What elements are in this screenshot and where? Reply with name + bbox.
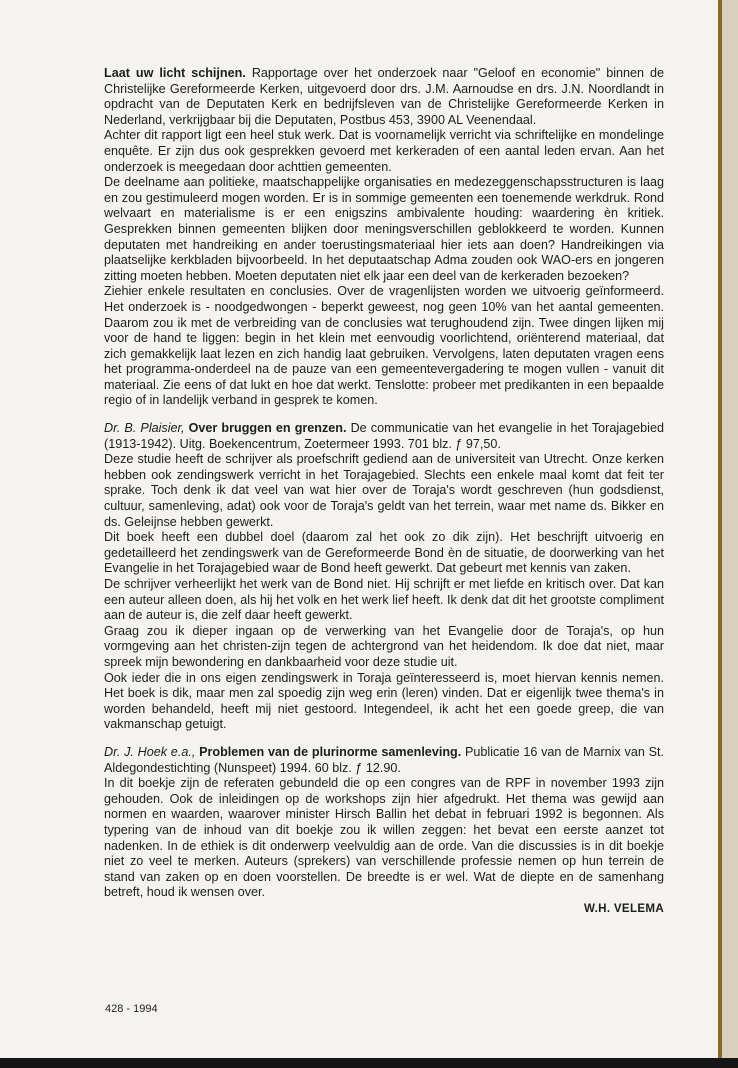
review-paragraph: Deze studie heeft de schrijver als proefschrift gediend aan de universiteit van Utrecht. Onze kerken hebben ook zendingswerk verricht in het Torajagebied. Slechts een enkele maal komt dat feit ter sprake. Toch denk ik dat veel van wat hier over de Toraja's wordt geschreven (hun godsdienst, cultuur, samenleving, adat) ook voor de Toraja's geldt van het terrein, waar met name ds. Bikker en ds. Geleijnse hebben gewerkt.: [104, 452, 664, 529]
review-author: Dr. J. Hoek e.a.,: [104, 744, 196, 759]
review-intro: Rapportage over het onderzoek naar "Geloof en economie" binnen de Christelijke Gereformeerde Kerken, uitgevoerd door drs. J.M. Aarnoudse en drs. J.N. Noordlandt in opdracht van de Deputaten Kerk en bedrijfsleven van de Christelijke Gereformeerde Kerken in Nederland, verkrijgbaar bij die Deputaten, Postbus 453, 3900 AL Veenendaal.: [104, 66, 664, 127]
review-paragraph: Ook ieder die in ons eigen zendingswerk in Toraja geïnteresseerd is, moet hiervan kennis nemen. Het boek is dik, maar men zal spoedig zijn weg erin (leren) vinden. Dat er eigenlijk twee thema's in worden behandeld, heeft mij niet gestoord. Integendeel, ik acht het een goede greep, die van vakmanschap getuigt.: [104, 670, 664, 732]
review-paragraph: Dit boek heeft een dubbel doel (daarom zal het ook zo dik zijn). Het beschrijft uitvoerig en gedetailleerd het zendingswerk van de Gereformeerde Bond èn de situatie, de doorwerking van het Evangelie in het Torajagebied waar de Bond heeft gewerkt. Dat gebeurt met kennis van zaken.: [104, 530, 664, 576]
review-paragraph: Achter dit rapport ligt een heel stuk werk. Dat is voornamelijk verricht via schriftelijke en mondelinge enquête. Er zijn dus ook gesprekken gevoerd met kerkeraden of een aantal leden ervan. Aan het onderzoek is meegedaan door achttien gemeenten.: [104, 128, 664, 174]
review-paragraph: De schrijver verheerlijkt het werk van de Bond niet. Hij schrijft er met liefde en kritisch over. Dat kan een auteur alleen doen, als hij het volk en het werk lief heeft. Ik denk dat dit het grootste compliment aan de auteur is, die zelf daar heeft gewerkt.: [104, 577, 664, 623]
review-intro: De communicatie van het evangelie in het Torajagebied (1913-1942). Uitg. Boekencentrum, Zoetermeer 1993. 701 blz. ƒ 97,50.: [104, 421, 664, 451]
page-content: [104, 66, 664, 916]
review-heading: [104, 66, 664, 128]
review-author: Dr. B. Plaisier,: [104, 421, 185, 436]
review-1: [104, 66, 664, 409]
review-intro: Publicatie 16 van de Marnix van St. Aldegondestichting (Nunspeet) 1994. 60 blz. ƒ 12.90.: [104, 744, 664, 775]
review-heading: [104, 745, 664, 776]
reviewer-signature: W.H. VELEMA: [584, 901, 664, 915]
review-title: Problemen van de plurinorme samenleving.: [199, 744, 462, 759]
review-paragraph: In dit boekje zijn de referaten gebundeld die op een congres van de RPF in november 1993 zijn gehouden. Ook de inleidingen op de workshops zijn hier afgedrukt. Het thema was gewijd aan normen en waarden, waarover minister Hirsch Ballin het debat in februari 1992 is begonnen. Als typering van de inhoud van dit boekje zou ik willen zeggen: het bevat een eerste aanzet tot nadenken. In de ethiek is dit onderwerp veelvuldig aan de orde. Van die discussies is in dit boekje niet zo veel te merken. Auteurs (sprekers) van verschillende professie nemen op hun terrein de stand van zaken op en doen voorstellen. De breedte is er wel. Wat de diepte en de samenhang betreft, houd ik wensen over.: [104, 776, 664, 900]
review-2: [104, 421, 664, 733]
review-paragraph: De deelname aan politieke, maatschappelijke organisaties en medezeggenschapsstructuren is laag en zou gestimuleerd mogen worden. Er is in sommige gemeenten een toenemende werkdruk. Rond welvaart en materialisme is er een enigszins ambivalente houding: waardering èn kritiek. Gesprekken binnen gemeenten blijken door meningsverschillen geblokkeerd te worden. Kunnen deputaten met handreiking en ander toerustingsmateriaal hier iets aan doen? Handreikingen via plaatselijke kerkbladen bijvoorbeeld. In het deputaatschap Adma zouden ook WAO-ers en jongeren zitting moeten hebben. Moeten deputaten niet elk jaar een deel van de kerkeraden bezoeken?: [104, 175, 664, 283]
scan-bottom-edge: [0, 1058, 738, 1068]
review-paragraph: Graag zou ik dieper ingaan op de verwerking van het Evangelie door de Toraja's, op hun vormgeving aan het christen-zijn tegen de achtergrond van het heidendom. Ik doe dat niet, maar spreek mijn bewondering en dankbaarheid voor deze studie uit.: [104, 623, 664, 669]
review-title: Over bruggen en grenzen.: [188, 421, 347, 436]
book-spine-margin: [722, 0, 738, 1058]
page-number: 428 - 1994: [105, 1003, 158, 1015]
review-title: Laat uw licht schijnen.: [104, 66, 246, 80]
review-paragraph: Ziehier enkele resultaten en conclusies. Over de vragenlijsten worden we uitvoerig geïnformeerd. Het onderzoek is - noodgedwongen - beperkt geweest, nog geen 10% van het aantal gemeenten. Daarom zou ik met de verbreiding van de conclusies wat terughoudend zijn. Twee dingen lijken mij voor de hand te liggen: begin in het klein met eenvoudig voorlichtend, oriënterend materiaal, dat zich gemakkelijk laat lezen en zich handig laat gebruiken. Vervolgens, laten deputaten vragen eens het programma-onderdeel na de pauze van een gemeentevergadering te mogen vullen - vanuit dit materiaal. Zie eens of dat lukt en hoe dat werkt. Tenslotte: probeer met predikanten in een bepaalde regio of in landelijk verband in gesprek te komen.: [104, 284, 664, 408]
review-heading: [104, 421, 664, 452]
review-3: [104, 745, 664, 901]
